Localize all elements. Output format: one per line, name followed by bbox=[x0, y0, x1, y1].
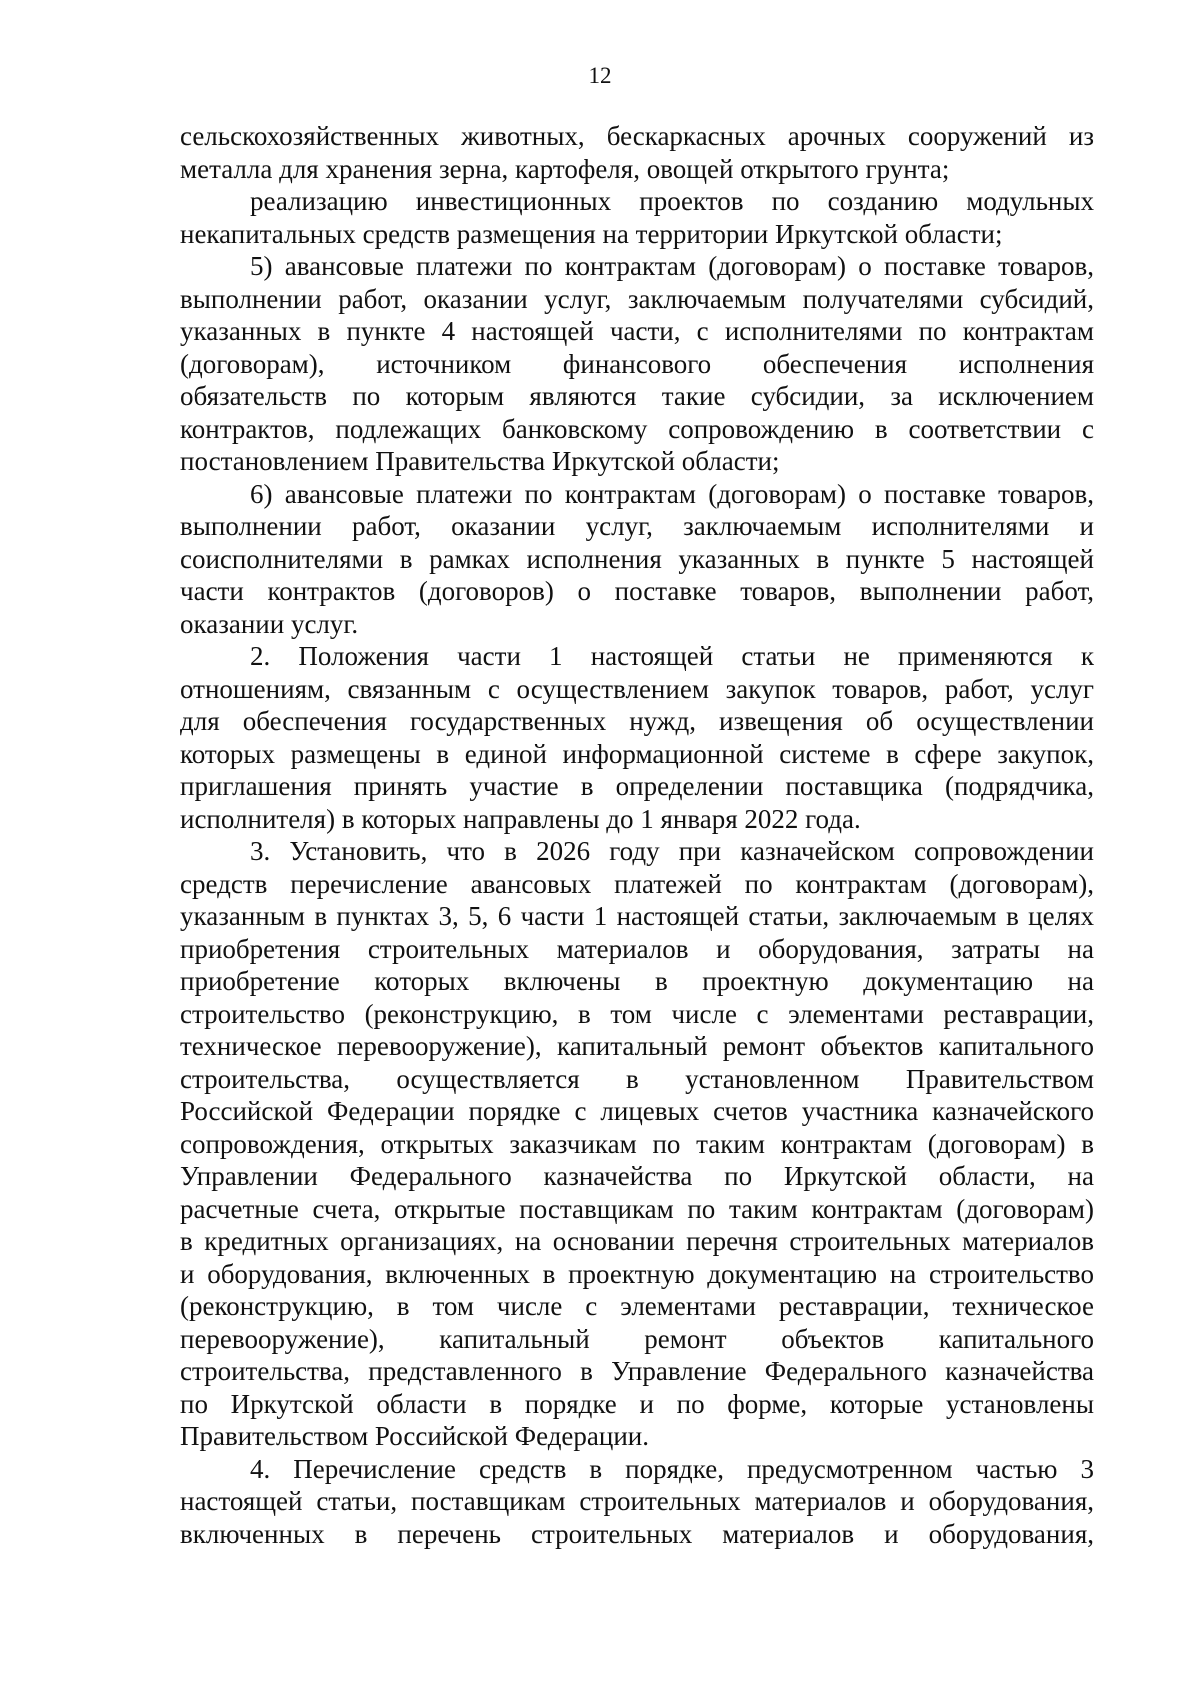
text-line: строительства, осуществляется в установленном Правительством bbox=[180, 1063, 1094, 1094]
text-line: строительства, представленного в Управление Федерального казначейства bbox=[180, 1356, 1094, 1386]
paragraph bbox=[180, 640, 1094, 835]
text-line: техническое перевооружение), капитальный ремонт объектов капитального bbox=[180, 1031, 1094, 1061]
text-line: которых размещены в единой информационной системе в сфере закупок, bbox=[180, 738, 1094, 769]
text-line: 6) авансовые платежи по контрактам (договорам) о поставке товаров, bbox=[250, 478, 1094, 509]
paragraph bbox=[180, 120, 1094, 185]
text-line: указанных в пункте 4 настоящей части, с исполнителями по контрактам bbox=[180, 316, 1094, 346]
paragraph bbox=[180, 1453, 1094, 1551]
text-line: некапитальных средств размещения на территории Иркутской области; bbox=[180, 218, 1003, 249]
text-line: реализацию инвестиционных проектов по созданию модульных bbox=[250, 186, 1094, 216]
text-line: указанным в пунктах 3, 5, 6 части 1 настоящей статьи, заключаемым в целях bbox=[180, 901, 1094, 931]
text-line: отношениям, связанным с осуществлением закупок товаров, работ, услуг bbox=[180, 673, 1094, 704]
text-line: выполнении работ, оказании услуг, заключаемым исполнителями и bbox=[180, 511, 1094, 541]
text-line: Российской Федерации порядке с лицевых счетов участника казначейского bbox=[180, 1096, 1094, 1126]
text-line: обязательств по которым являются такие субсидии, за исключением bbox=[180, 381, 1094, 411]
text-line: настоящей статьи, поставщикам строительных материалов и оборудования, bbox=[180, 1486, 1094, 1516]
paragraph bbox=[180, 185, 1094, 250]
text-line: (реконструкцию, в том числе с элементами реставрации, техническое bbox=[180, 1291, 1094, 1321]
text-line: сельскохозяйственных животных, бескаркасных арочных сооружений из bbox=[180, 121, 1094, 151]
text-line: постановлением Правительства Иркутской области; bbox=[180, 446, 780, 476]
text-line: оказании услуг. bbox=[180, 608, 359, 639]
text-line: перевооружение), капитальный ремонт объектов капитального bbox=[180, 1323, 1094, 1354]
document-body bbox=[180, 120, 1094, 1550]
text-line: по Иркутской области в порядке и по форме, которые установлены bbox=[180, 1388, 1094, 1419]
text-line: Правительством Российской Федерации. bbox=[180, 1421, 649, 1451]
text-line: включенных в перечень строительных материалов и оборудования, bbox=[180, 1518, 1094, 1549]
paragraph bbox=[180, 250, 1094, 478]
text-line: соисполнителями в рамках исполнения указанных в пункте 5 настоящей bbox=[180, 543, 1094, 574]
text-line: для обеспечения государственных нужд, извещения об осуществлении bbox=[180, 706, 1094, 736]
text-line: (договорам), источником финансового обеспечения исполнения bbox=[180, 348, 1094, 379]
text-line: 2. Положения части 1 настоящей статьи не применяются к bbox=[250, 641, 1094, 671]
text-line: 3. Установить, что в 2026 году при казначейском сопровождении bbox=[250, 836, 1094, 866]
page-number: 12 bbox=[588, 63, 612, 88]
text-line: строительство (реконструкцию, в том числе с элементами реставрации, bbox=[180, 998, 1094, 1029]
text-line: средств перечисление авансовых платежей по контрактам (договорам), bbox=[180, 868, 1094, 899]
text-line: расчетные счета, открытые поставщикам по таким контрактам (договорам) bbox=[180, 1193, 1094, 1224]
text-line: 5) авансовые платежи по контрактам (договорам) о поставке товаров, bbox=[250, 251, 1094, 281]
text-line: в кредитных организациях, на основании перечня строительных материалов bbox=[180, 1226, 1094, 1256]
text-line: и оборудования, включенных в проектную документацию на строительство bbox=[180, 1258, 1094, 1289]
text-line: выполнении работ, оказании услуг, заключаемым получателями субсидий, bbox=[180, 283, 1094, 314]
text-line: Управлении Федерального казначейства по Иркутской области, на bbox=[180, 1161, 1094, 1191]
paragraph bbox=[180, 478, 1094, 641]
text-line: приглашения принять участие в определении поставщика (подрядчика, bbox=[180, 771, 1094, 801]
text-line: сопровождения, открытых заказчикам по таким контрактам (договорам) в bbox=[180, 1128, 1094, 1159]
text-line: металла для хранения зерна, картофеля, овощей открытого грунта; bbox=[180, 153, 950, 184]
text-line: приобретение которых включены в проектную документацию на bbox=[180, 966, 1094, 996]
text-line: контрактов, подлежащих банковскому сопровождению в соответствии с bbox=[180, 413, 1094, 444]
text-line: исполнителя) в которых направлены до 1 января 2022 года. bbox=[180, 803, 861, 834]
text-line: части контрактов (договоров) о поставке товаров, выполнении работ, bbox=[180, 576, 1094, 606]
paragraph bbox=[180, 835, 1094, 1453]
text-line: приобретения строительных материалов и оборудования, затраты на bbox=[180, 933, 1094, 964]
text-line: 4. Перечисление средств в порядке, предусмотренном частью 3 bbox=[250, 1453, 1094, 1484]
